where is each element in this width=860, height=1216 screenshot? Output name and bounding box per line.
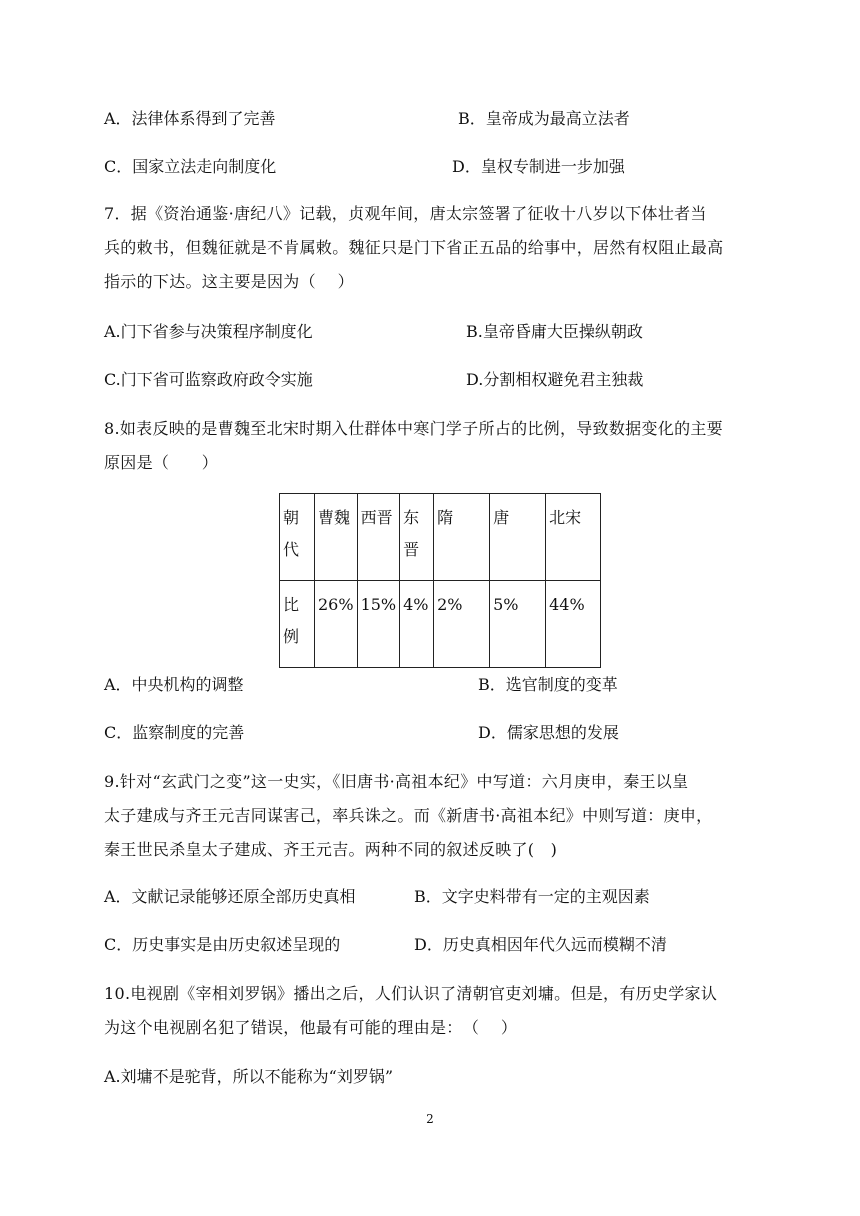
q9-option-a: A．文献记录能够还原全部历史真相 bbox=[104, 887, 356, 906]
q6-option-c: C．国家立法走向制度化 bbox=[104, 157, 277, 176]
table-cell: 朝代 bbox=[280, 494, 315, 581]
table-cell: 西晋 bbox=[357, 494, 400, 581]
table-row-header bbox=[280, 494, 601, 581]
q10-option-a: A.刘墉不是驼背，所以不能称为“刘罗锅” bbox=[104, 1067, 394, 1086]
table-cell: 比例 bbox=[280, 581, 315, 668]
q9-option-c: C．历史事实是由历史叙述呈现的 bbox=[104, 935, 341, 954]
table-cell: 2% bbox=[434, 581, 490, 668]
q6-option-b: B．皇帝成为最高立法者 bbox=[458, 109, 630, 128]
q8-stem-line-1: 8.如表反映的是曹魏至北宋时期入仕群体中寒门学子所占的比例，导致数据变化的主要 bbox=[104, 419, 723, 438]
q8-option-a: A．中央机构的调整 bbox=[104, 675, 244, 694]
q10-stem-line-2: 为这个电视剧名犯了错误，他最有可能的理由是： （ ） bbox=[104, 1018, 518, 1037]
table-cell: 44% bbox=[546, 581, 601, 668]
q8-option-d: D．儒家思想的发展 bbox=[478, 723, 619, 742]
q8-option-b: B．选官制度的变革 bbox=[478, 675, 618, 694]
q7-option-b: B.皇帝昏庸大臣操纵朝政 bbox=[466, 322, 643, 341]
q8-option-c: C．监察制度的完善 bbox=[104, 723, 245, 742]
q7-stem-line-3: 指示的下达。这主要是因为（ ） bbox=[104, 272, 354, 291]
q9-stem-line-2: 太子建成与齐王元吉同谋害己，率兵诛之。而《新唐书·高祖本纪》中则写道：庚申， bbox=[104, 806, 713, 825]
q6-option-a: A．法律体系得到了完善 bbox=[104, 109, 276, 128]
q6-option-d: D．皇权专制进一步加强 bbox=[452, 157, 625, 176]
table-cell: 东晋 bbox=[400, 494, 434, 581]
table-cell: 隋 bbox=[434, 494, 490, 581]
q9-stem-line-1: 9.针对“玄武门之变”这一史实，《旧唐书·高祖本纪》中写道：六月庚申，秦王以皇 bbox=[104, 772, 689, 791]
q9-option-d: D．历史真相因年代久远而模糊不清 bbox=[414, 935, 667, 954]
table-cell: 曹魏 bbox=[315, 494, 358, 581]
table-cell: 北宋 bbox=[546, 494, 601, 581]
q8-stem-line-2: 原因是（ ） bbox=[104, 453, 219, 472]
q7-stem-line-2: 兵的敕书，但魏征就是不肯属敕。魏征只是门下省正五品的给事中，居然有权阻止最高 bbox=[104, 238, 724, 257]
q9-stem-line-3: 秦王世民杀皇太子建成、齐王元吉。两种不同的叙述反映了( ) bbox=[104, 840, 558, 859]
q9-option-b: B．文字史料带有一定的主观因素 bbox=[414, 887, 650, 906]
ratio-table bbox=[279, 493, 601, 668]
q7-stem-line-1: 7．据《资治通鉴·唐纪八》记载，贞观年间，唐太宗签署了征收十八岁以下体壮者当 bbox=[104, 204, 707, 223]
q7-option-d: D.分割相权避免君主独裁 bbox=[466, 370, 644, 389]
q7-option-a: A.门下省参与决策程序制度化 bbox=[104, 322, 313, 341]
table-row-ratio bbox=[280, 581, 601, 668]
page-number: 2 bbox=[426, 1112, 434, 1126]
table-cell: 26% bbox=[315, 581, 358, 668]
table-cell: 15% bbox=[357, 581, 400, 668]
table-cell: 5% bbox=[490, 581, 546, 668]
table-cell: 唐 bbox=[490, 494, 546, 581]
table-cell: 4% bbox=[400, 581, 434, 668]
q7-option-c: C.门下省可监察政府政令实施 bbox=[104, 370, 313, 389]
q10-stem-line-1: 10.电视剧《宰相刘罗锅》播出之后，人们认识了清朝官吏刘墉。但是，有历史学家认 bbox=[104, 984, 718, 1003]
